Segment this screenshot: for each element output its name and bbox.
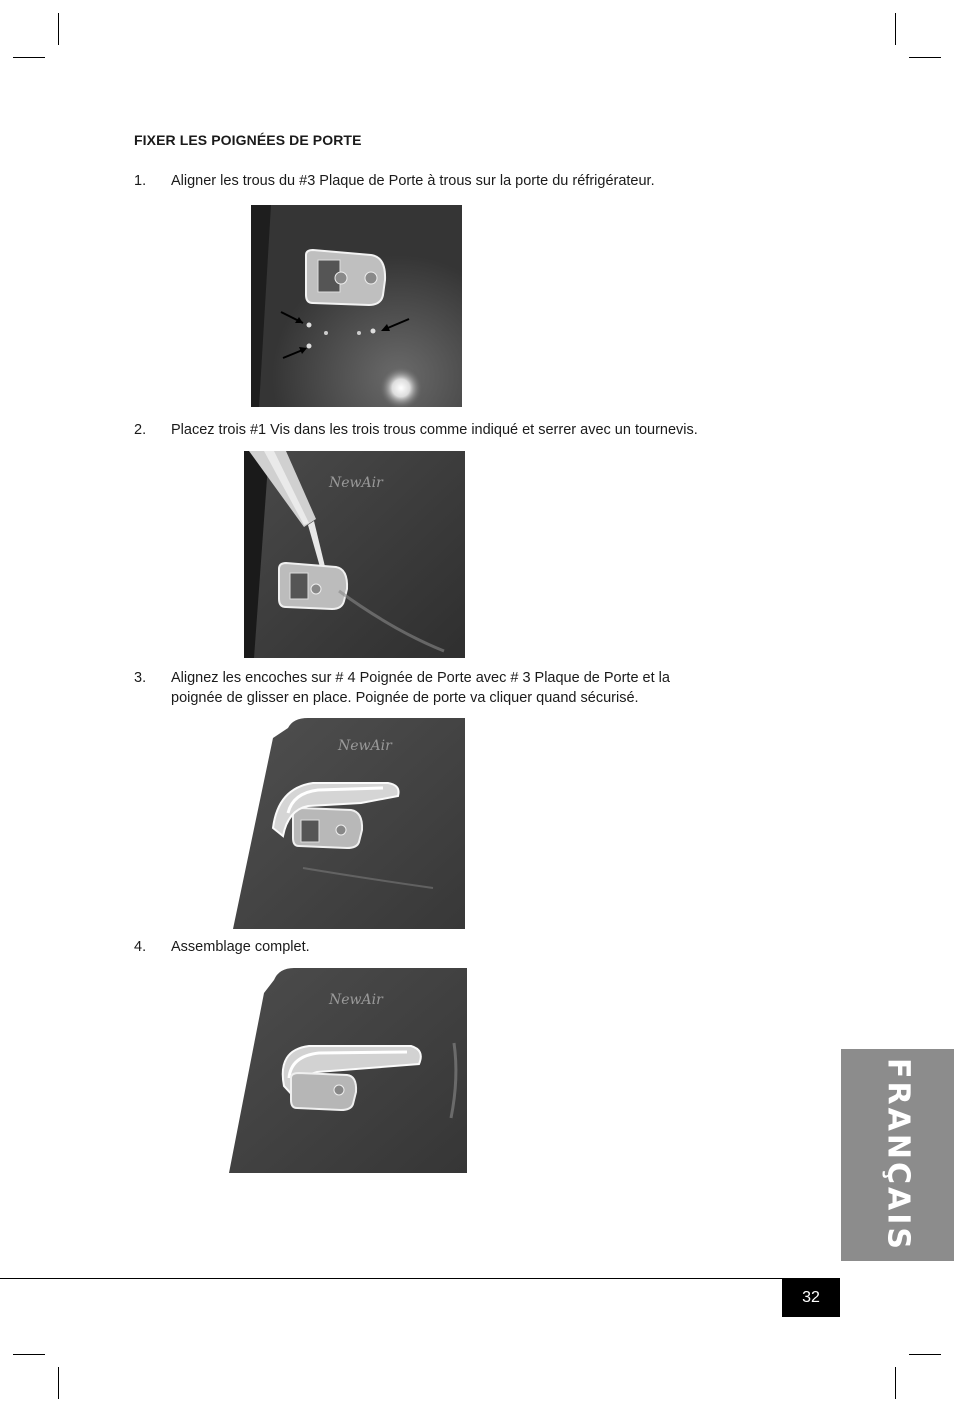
step-number: 4. xyxy=(134,939,147,955)
step-text-line-2: poignée de glisser en place. Poignée de porte va cliquer quand sécurisé. xyxy=(171,690,639,706)
crop-mark xyxy=(909,1354,941,1355)
svg-text:NewAir: NewAir xyxy=(338,738,392,754)
section-title: FIXER LES POIGNÉES DE PORTE xyxy=(134,132,362,148)
crop-mark xyxy=(58,1367,59,1399)
photo-door-plate-holes xyxy=(251,205,462,407)
step-number: 3. xyxy=(134,670,147,686)
step-number: 1. xyxy=(134,173,147,189)
step-text: Assemblage complet. xyxy=(171,939,310,955)
crop-mark xyxy=(13,1354,45,1355)
photo-screwdriver xyxy=(244,451,465,658)
photo-assembly-complete xyxy=(229,968,467,1173)
step-text-line-1: Alignez les encoches sur # 4 Poignée de Porte avec # 3 Plaque de Porte et la xyxy=(171,670,670,686)
page-number: 32 xyxy=(782,1279,840,1317)
footer-rule xyxy=(0,1278,840,1279)
crop-mark xyxy=(895,1367,896,1399)
crop-mark xyxy=(909,57,941,58)
photo-handle-sliding xyxy=(233,718,465,929)
step-text: Placez trois #1 Vis dans les trois trous comme indiqué et serrer avec un tournevis. xyxy=(171,422,698,438)
crop-mark xyxy=(58,13,59,45)
svg-text:NewAir: NewAir xyxy=(329,992,383,1008)
language-tab xyxy=(841,1049,954,1261)
svg-text:NewAir: NewAir xyxy=(329,475,383,491)
language-tab-label: FRANÇAIS xyxy=(880,1058,915,1252)
step-number: 2. xyxy=(134,422,147,438)
step-text: Aligner les trous du #3 Plaque de Porte à trous sur la porte du réfrigérateur. xyxy=(171,173,655,189)
crop-mark xyxy=(13,57,45,58)
crop-mark xyxy=(895,13,896,45)
